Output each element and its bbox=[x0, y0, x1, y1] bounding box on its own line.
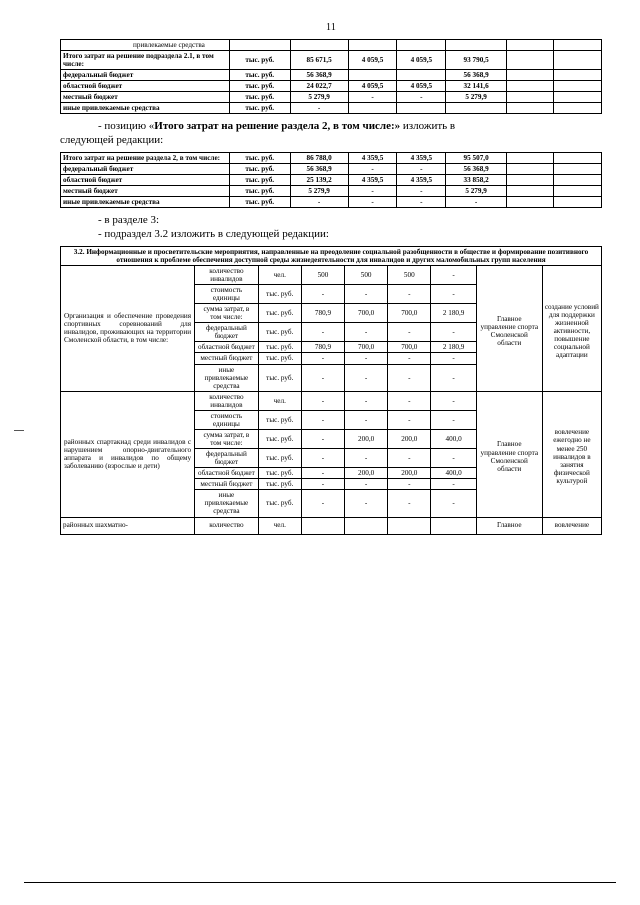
metric-v4: 2 180,9 bbox=[431, 342, 476, 353]
row-v2 bbox=[348, 70, 397, 81]
activity-name: районных спартакиад среди инвалидов с нарушением опорно-двигательного аппарата и инвалидов по общему заболеванию (взрослые и дети) bbox=[61, 391, 195, 517]
metric-v3 bbox=[388, 517, 431, 534]
row-v4 bbox=[446, 103, 507, 114]
row-label: областной бюджет bbox=[61, 175, 230, 186]
table-row bbox=[61, 197, 602, 208]
row-v6 bbox=[554, 51, 602, 70]
metric-v2: - bbox=[345, 490, 388, 517]
table-row bbox=[61, 70, 602, 81]
metric-v3: - bbox=[388, 479, 431, 490]
metric-v1: - bbox=[301, 353, 344, 364]
metric-v2: - bbox=[345, 391, 388, 410]
row-v6 bbox=[554, 164, 602, 175]
metric-v3: - bbox=[388, 410, 431, 429]
paragraph-section-3 bbox=[60, 214, 602, 228]
row-unit: тыс. руб. bbox=[229, 186, 290, 197]
row-v6 bbox=[554, 152, 602, 163]
metric-label: стоимость единицы bbox=[195, 285, 259, 304]
metric-v1: - bbox=[301, 323, 344, 342]
row-v3: 4 059,5 bbox=[397, 81, 446, 92]
metric-v4: - bbox=[431, 410, 476, 429]
row-v1: 85 671,5 bbox=[290, 51, 348, 70]
row-v6 bbox=[554, 186, 602, 197]
row-v6 bbox=[554, 70, 602, 81]
metric-unit: тыс. руб. bbox=[258, 323, 301, 342]
page-bottom-rule bbox=[24, 882, 616, 883]
metric-unit: тыс. руб. bbox=[258, 353, 301, 364]
table-row bbox=[61, 81, 602, 92]
metric-v2: 200,0 bbox=[345, 468, 388, 479]
metric-v1: - bbox=[301, 391, 344, 410]
row-v1: 56 368,9 bbox=[290, 164, 348, 175]
metric-label: федеральный бюджет bbox=[195, 449, 259, 468]
table-row bbox=[61, 391, 602, 410]
metric-unit: тыс. руб. bbox=[258, 449, 301, 468]
row-v6 bbox=[554, 103, 602, 114]
row-unit: тыс. руб. bbox=[229, 164, 290, 175]
metric-label: стоимость единицы bbox=[195, 410, 259, 429]
row-label: привлекаемые средства bbox=[61, 40, 230, 51]
table-row bbox=[61, 265, 602, 284]
metric-v1: - bbox=[301, 479, 344, 490]
metric-v4: - bbox=[431, 391, 476, 410]
row-v1: - bbox=[290, 197, 348, 208]
metric-v4: - bbox=[431, 353, 476, 364]
row-v1: 56 368,9 bbox=[290, 70, 348, 81]
row-v4: - bbox=[446, 197, 507, 208]
metric-label: местный бюджет bbox=[195, 353, 259, 364]
row-v5 bbox=[506, 40, 554, 51]
row-v4 bbox=[446, 40, 507, 51]
row-v1: 86 788,0 bbox=[290, 152, 348, 163]
activity-name: районных шахматно- bbox=[61, 517, 195, 534]
metric-label: сумма затрат, в том числе: bbox=[195, 429, 259, 448]
row-v4: 5 279,9 bbox=[446, 186, 507, 197]
row-v6 bbox=[554, 40, 602, 51]
row-v4: 95 507,0 bbox=[446, 152, 507, 163]
row-label: областной бюджет bbox=[61, 81, 230, 92]
metric-unit: тыс. руб. bbox=[258, 285, 301, 304]
metric-v1: 500 bbox=[301, 265, 344, 284]
row-unit: тыс. руб. bbox=[229, 51, 290, 70]
row-v5 bbox=[506, 175, 554, 186]
subsection-header: 3.2. Информационные и просветительские мероприятия, направленные на преодоление социальной разобщенности в обществе и формирование позитивного отношения к проблеме обеспечения доступной среды жизнедеятельности для инвалидов и других маломобильных групп населения bbox=[61, 246, 602, 265]
metric-v1: - bbox=[301, 429, 344, 448]
expected-result: вовлечение ежегодно не менее 250 инвалидов в занятия физической культурой bbox=[542, 391, 601, 517]
metric-v1: - bbox=[301, 468, 344, 479]
para1-line2: следующей редакции: bbox=[60, 134, 164, 147]
row-v1: 24 022,7 bbox=[290, 81, 348, 92]
metric-v1: 780,9 bbox=[301, 342, 344, 353]
metric-v2: 200,0 bbox=[345, 429, 388, 448]
row-v3 bbox=[397, 40, 446, 51]
table-row bbox=[61, 40, 602, 51]
metric-label: количество bbox=[195, 517, 259, 534]
row-unit: тыс. руб. bbox=[229, 152, 290, 163]
metric-v1: - bbox=[301, 449, 344, 468]
row-label: иные привлекаемые средства bbox=[61, 197, 230, 208]
paragraph-subsection-3-2 bbox=[60, 228, 602, 242]
table-subsection-2-1-totals bbox=[60, 39, 602, 114]
row-v2: 4 059,5 bbox=[348, 81, 397, 92]
metric-unit: тыс. руб. bbox=[258, 410, 301, 429]
row-v2 bbox=[348, 103, 397, 114]
metric-v4: 400,0 bbox=[431, 429, 476, 448]
metric-v4: - bbox=[431, 323, 476, 342]
metric-label: местный бюджет bbox=[195, 479, 259, 490]
row-unit: тыс. руб. bbox=[229, 197, 290, 208]
row-v1: 5 279,9 bbox=[290, 186, 348, 197]
metric-v3: - bbox=[388, 364, 431, 391]
metric-v1: - bbox=[301, 490, 344, 517]
metric-v3: - bbox=[388, 490, 431, 517]
para1-after: изложить в bbox=[400, 120, 456, 133]
para1-before: позицию « bbox=[104, 120, 155, 133]
metric-v1: - bbox=[301, 364, 344, 391]
metric-v2: - bbox=[345, 479, 388, 490]
metric-v4: - bbox=[431, 479, 476, 490]
table-header-row bbox=[61, 246, 602, 265]
row-v4: 93 790,5 bbox=[446, 51, 507, 70]
metric-v3: - bbox=[388, 353, 431, 364]
metric-v4: - bbox=[431, 265, 476, 284]
para3-text: - подраздел 3.2 изложить в следующей редакции: bbox=[98, 228, 329, 240]
row-v5 bbox=[506, 103, 554, 114]
row-v5 bbox=[506, 186, 554, 197]
row-v5 bbox=[506, 92, 554, 103]
executor: Главное управление спорта Смоленской области bbox=[476, 265, 542, 391]
row-v3: - bbox=[397, 92, 446, 103]
row-label: местный бюджет bbox=[61, 186, 230, 197]
row-v2: 4 359,5 bbox=[348, 152, 397, 163]
table-row bbox=[61, 175, 602, 186]
metric-label: иные привлекаемые средства bbox=[195, 490, 259, 517]
row-v2: 4 359,5 bbox=[348, 175, 397, 186]
metric-unit: тыс. руб. bbox=[258, 468, 301, 479]
row-v2: - bbox=[348, 164, 397, 175]
table-row-truncated bbox=[61, 517, 602, 534]
row-v2 bbox=[348, 40, 397, 51]
table-row bbox=[61, 103, 602, 114]
metric-v3: 700,0 bbox=[388, 342, 431, 353]
metric-v4 bbox=[431, 517, 476, 534]
metric-v2: 700,0 bbox=[345, 304, 388, 323]
metric-v2 bbox=[345, 517, 388, 534]
metric-v2: - bbox=[345, 353, 388, 364]
paragraph-edit-position-2 bbox=[60, 120, 602, 148]
row-unit: тыс. руб. bbox=[229, 70, 290, 81]
row-label: Итого затрат на решение раздела 2, в том числе: bbox=[61, 152, 230, 163]
metric-v1: - bbox=[301, 410, 344, 429]
row-v6 bbox=[554, 81, 602, 92]
metric-v3: - bbox=[388, 285, 431, 304]
metric-v4: - bbox=[431, 449, 476, 468]
table-row bbox=[61, 51, 602, 70]
row-v4: 5 279,9 bbox=[446, 92, 507, 103]
metric-v1 bbox=[301, 517, 344, 534]
row-label: федеральный бюджет bbox=[61, 70, 230, 81]
row-label: федеральный бюджет bbox=[61, 164, 230, 175]
row-v1: 5 279,9 bbox=[290, 92, 348, 103]
metric-unit: тыс. руб. bbox=[258, 364, 301, 391]
metric-label: областной бюджет bbox=[195, 468, 259, 479]
metric-label: федеральный бюджет bbox=[195, 323, 259, 342]
metric-v4: - bbox=[431, 490, 476, 517]
table-row bbox=[61, 186, 602, 197]
row-v4: 56 368,9 bbox=[446, 164, 507, 175]
row-v5 bbox=[506, 51, 554, 70]
row-v6 bbox=[554, 197, 602, 208]
row-unit: тыс. руб. bbox=[229, 175, 290, 186]
row-unit: тыс. руб. bbox=[229, 103, 290, 114]
metric-unit: тыс. руб. bbox=[258, 490, 301, 517]
para1-bold: Итого затрат на решение раздела 2, в том числе:» bbox=[154, 120, 401, 133]
metric-v3: 700,0 bbox=[388, 304, 431, 323]
row-label: иные привлекаемые средства bbox=[61, 103, 230, 114]
row-v4: 32 141,6 bbox=[446, 81, 507, 92]
row-label: местный бюджет bbox=[61, 92, 230, 103]
row-v3: 4 059,5 bbox=[397, 51, 446, 70]
metric-v2: - bbox=[345, 449, 388, 468]
row-v5 bbox=[506, 152, 554, 163]
row-v1: 25 139,2 bbox=[290, 175, 348, 186]
row-unit bbox=[229, 40, 290, 51]
row-v6 bbox=[554, 92, 602, 103]
page-number: 11 bbox=[325, 22, 337, 33]
para2-text: - в разделе 3: bbox=[98, 214, 160, 227]
row-v2: 4 059,5 bbox=[348, 51, 397, 70]
metric-v2: - bbox=[345, 285, 388, 304]
row-unit: тыс. руб. bbox=[229, 81, 290, 92]
metric-v4: 2 180,9 bbox=[431, 304, 476, 323]
metric-unit: чел. bbox=[258, 517, 301, 534]
metric-unit: чел. bbox=[258, 265, 301, 284]
row-v1: - bbox=[290, 103, 348, 114]
metric-v3: 200,0 bbox=[388, 468, 431, 479]
metric-label: иные привлекаемые средства bbox=[195, 364, 259, 391]
row-v4: 56 368,9 bbox=[446, 70, 507, 81]
metric-v3: - bbox=[388, 391, 431, 410]
row-v4: 33 858,2 bbox=[446, 175, 507, 186]
executor: Главное управление спорта Смоленской области bbox=[476, 391, 542, 517]
metric-unit: тыс. руб. bbox=[258, 304, 301, 323]
row-v5 bbox=[506, 164, 554, 175]
row-v2: - bbox=[348, 92, 397, 103]
margin-mark bbox=[14, 430, 24, 431]
expected-result: создание условий для поддержки жизненной активности, повышение социальной адаптации bbox=[542, 265, 601, 391]
dash: - bbox=[98, 120, 105, 133]
row-v3: - bbox=[397, 164, 446, 175]
metric-unit: тыс. руб. bbox=[258, 342, 301, 353]
metric-v4: - bbox=[431, 285, 476, 304]
row-v3 bbox=[397, 70, 446, 81]
metric-unit: тыс. руб. bbox=[258, 479, 301, 490]
table-row bbox=[61, 164, 602, 175]
row-v5 bbox=[506, 81, 554, 92]
table-section-2-totals bbox=[60, 152, 602, 208]
metric-v1: - bbox=[301, 285, 344, 304]
metric-v4: 400,0 bbox=[431, 468, 476, 479]
row-v2: - bbox=[348, 197, 397, 208]
metric-v4: - bbox=[431, 364, 476, 391]
metric-v3: - bbox=[388, 323, 431, 342]
row-v3 bbox=[397, 103, 446, 114]
expected-result: вовлечение bbox=[542, 517, 601, 534]
row-v3: - bbox=[397, 186, 446, 197]
activity-name: Организация и обеспечение проведения спортивных соревнований для инвалидов, проживающих на территории Смоленской области, в том числе: bbox=[61, 265, 195, 391]
row-v3: - bbox=[397, 197, 446, 208]
table-subsection-3-2 bbox=[60, 246, 602, 535]
table-row bbox=[61, 152, 602, 163]
metric-v2: - bbox=[345, 323, 388, 342]
table-row bbox=[61, 92, 602, 103]
metric-v3: 500 bbox=[388, 265, 431, 284]
metric-label: сумма затрат, в том числе: bbox=[195, 304, 259, 323]
row-v1 bbox=[290, 40, 348, 51]
row-v3: 4 359,5 bbox=[397, 175, 446, 186]
metric-v2: - bbox=[345, 410, 388, 429]
metric-v1: 780,9 bbox=[301, 304, 344, 323]
metric-label: количество инвалидов bbox=[195, 265, 259, 284]
row-v6 bbox=[554, 175, 602, 186]
metric-unit: тыс. руб. bbox=[258, 429, 301, 448]
row-v2: - bbox=[348, 186, 397, 197]
executor: Главное bbox=[476, 517, 542, 534]
row-v5 bbox=[506, 197, 554, 208]
metric-label: количество инвалидов bbox=[195, 391, 259, 410]
metric-v3: 200,0 bbox=[388, 429, 431, 448]
metric-v2: 700,0 bbox=[345, 342, 388, 353]
metric-unit: чел. bbox=[258, 391, 301, 410]
metric-label: областной бюджет bbox=[195, 342, 259, 353]
metric-v3: - bbox=[388, 449, 431, 468]
row-v5 bbox=[506, 70, 554, 81]
metric-v2: - bbox=[345, 364, 388, 391]
row-v3: 4 359,5 bbox=[397, 152, 446, 163]
row-label: Итого затрат на решение подраздела 2.1, в том числе: bbox=[61, 51, 230, 70]
metric-v2: 500 bbox=[345, 265, 388, 284]
row-unit: тыс. руб. bbox=[229, 92, 290, 103]
